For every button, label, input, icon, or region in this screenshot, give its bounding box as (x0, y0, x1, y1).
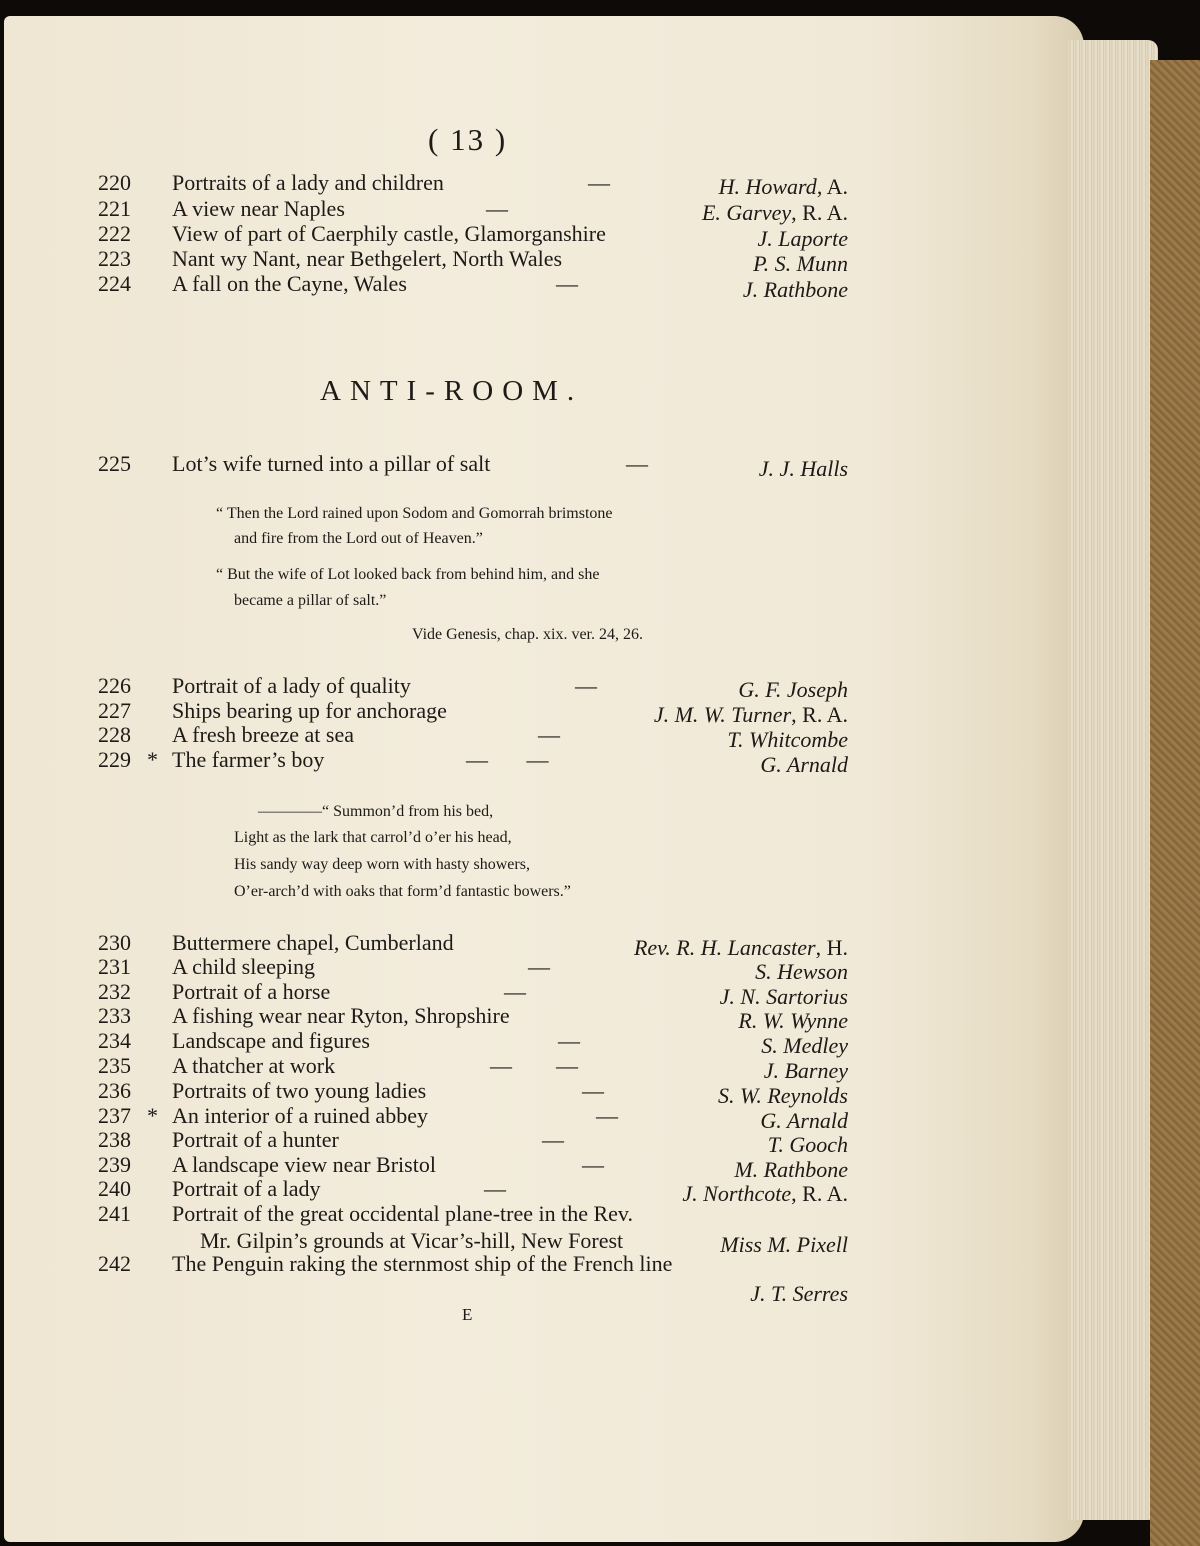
entry-artist: J. Barney (763, 1058, 848, 1083)
quote-line: ————“ Summon’d from his bed, (258, 803, 494, 820)
entry-dash: — (484, 1176, 506, 1201)
entry-dash: — (556, 271, 578, 296)
entry-number: 232 (98, 979, 131, 1004)
entry-number: 228 (98, 722, 131, 747)
entry-artist: J. T. Serres (750, 1281, 848, 1306)
entry-dash: — (588, 170, 610, 195)
entry-number: 237 (98, 1103, 131, 1128)
section-heading: ANTI-ROOM. (320, 375, 584, 407)
entry-number: 241 (98, 1201, 131, 1226)
entry-number: 227 (98, 698, 131, 723)
entry-number: 239 (98, 1152, 131, 1177)
entry-artist: R. W. Wynne (738, 1008, 848, 1033)
entry-number: 229 (98, 747, 131, 772)
page-edges (1068, 40, 1158, 1520)
book-cover-cloth (1150, 60, 1200, 1546)
entry-artist: J. Rathbone (742, 277, 848, 302)
page-number: ( 13 ) (428, 122, 508, 157)
entry-dash: — (528, 954, 550, 979)
entry-artist: T. Gooch (767, 1132, 848, 1157)
entry-artist: S. Medley (761, 1033, 848, 1058)
entry-artist: M. Rathbone (734, 1157, 848, 1182)
entry-dash: — — (466, 747, 549, 772)
entry-title: Portrait of a horse (172, 979, 331, 1004)
entry-artist: J. N. Sartorius (719, 984, 848, 1009)
entry-title: Portrait of a lady (172, 1176, 321, 1201)
quote-line: “ Then the Lord rained upon Sodom and Gomorrah brimstone (216, 505, 613, 522)
entry-number: 222 (98, 221, 131, 246)
entry-title: A thatcher at work (172, 1053, 336, 1078)
entry-asterisk: * (147, 1103, 158, 1128)
quote-line: and fire from the Lord out of Heaven.” (234, 530, 483, 547)
entry-number: 233 (98, 1003, 131, 1028)
entry-dash: — (582, 1152, 604, 1177)
entry-number: 234 (98, 1028, 131, 1053)
entry-dash: — (538, 722, 560, 747)
entry-title: Portrait of a hunter (172, 1127, 339, 1152)
entry-number: 236 (98, 1078, 131, 1103)
entry-title: A landscape view near Bristol (172, 1152, 436, 1177)
entry-dash: — (542, 1127, 564, 1152)
entry-title: Portrait of the great occidental plane-tree in the Rev. (172, 1201, 633, 1226)
quote-citation: Vide Genesis, chap. xix. ver. 24, 26. (412, 626, 643, 643)
entry-title-continued: Mr. Gilpin’s grounds at Vicar’s-hill, New Forest (200, 1228, 624, 1253)
entry-number: 238 (98, 1127, 131, 1152)
entry-artist: P. S. Munn (753, 251, 848, 276)
entry-title: A fishing wear near Ryton, Shropshire (172, 1003, 510, 1028)
entry-artist: S. Hewson (755, 959, 848, 984)
quote-line: Light as the lark that carrol’d o’er his head, (234, 829, 512, 846)
entry-artist: J. Northcote, R. A. (682, 1181, 848, 1206)
signature-mark: E (462, 1305, 473, 1324)
entry-title: The Penguin raking the sternmost ship of the French line (172, 1251, 673, 1276)
entry-artist: E. Garvey, R. A. (701, 200, 848, 225)
entry-dash: — (504, 979, 526, 1004)
entry-artist: S. W. Reynolds (718, 1083, 848, 1108)
entry-number: 223 (98, 246, 131, 271)
entry-title: The farmer’s boy (172, 747, 325, 772)
entry-dash: — — (490, 1053, 578, 1078)
entry-title: Portrait of a lady of quality (172, 673, 411, 698)
entry-title: A child sleeping (172, 954, 315, 979)
entry-title: Portraits of two young ladies (172, 1078, 427, 1103)
entry-number: 220 (98, 170, 131, 195)
entry-artist: G. Arnald (760, 1108, 848, 1133)
entry-artist: T. Whitcombe (727, 727, 848, 752)
entry-title: A fall on the Cayne, Wales (172, 271, 407, 296)
entry-artist: H. Howard, A. (718, 174, 848, 199)
entry-number: 225 (98, 451, 131, 476)
entry-artist: G. F. Joseph (738, 677, 848, 702)
entry-title: Nant wy Nant, near Bethgelert, North Wales (172, 246, 563, 271)
entry-artist: J. Laporte (757, 226, 848, 251)
entry-title: Ships bearing up for anchorage (172, 698, 447, 723)
quote-line: O’er-arch’d with oaks that form’d fantastic bowers.” (234, 883, 571, 900)
entry-title: Portraits of a lady and children (172, 170, 444, 195)
entry-artist: Miss M. Pixell (720, 1232, 848, 1257)
entry-title: Landscape and figures (172, 1028, 370, 1053)
entry-number: 231 (98, 954, 131, 979)
quote-line: His sandy way deep worn with hasty showers, (234, 856, 530, 873)
entry-number: 221 (98, 196, 131, 221)
entry-dash: — (575, 673, 597, 698)
entry-number: 230 (98, 930, 131, 955)
entry-dash: — (596, 1103, 618, 1128)
entry-asterisk: * (147, 747, 158, 772)
entry-artist: J. M. W. Turner, R. A. (653, 702, 848, 727)
entry-number: 224 (98, 271, 131, 296)
quote-line: became a pillar of salt.” (234, 592, 387, 609)
entry-artist: G. Arnald (760, 752, 848, 777)
quote-line: “ But the wife of Lot looked back from behind him, and she (216, 566, 600, 583)
entry-title: A view near Naples (172, 196, 345, 221)
entry-artist: J. J. Halls (758, 456, 848, 481)
entry-number: 240 (98, 1176, 131, 1201)
entry-dash: — (582, 1078, 604, 1103)
entry-dash: — (486, 196, 508, 221)
entry-dash: — (558, 1028, 580, 1053)
entry-title: An interior of a ruined abbey (172, 1103, 428, 1128)
entry-title: Lot’s wife turned into a pillar of salt (172, 451, 491, 476)
entry-number: 242 (98, 1251, 131, 1276)
entry-number: 235 (98, 1053, 131, 1078)
entry-title: Buttermere chapel, Cumberland (172, 930, 454, 955)
entry-title: View of part of Caerphily castle, Glamorganshire (172, 221, 606, 246)
entry-title: A fresh breeze at sea (172, 722, 355, 747)
entry-dash: — (626, 451, 648, 476)
entry-artist: Rev. R. H. Lancaster, H. (633, 935, 848, 960)
entry-number: 226 (98, 673, 131, 698)
